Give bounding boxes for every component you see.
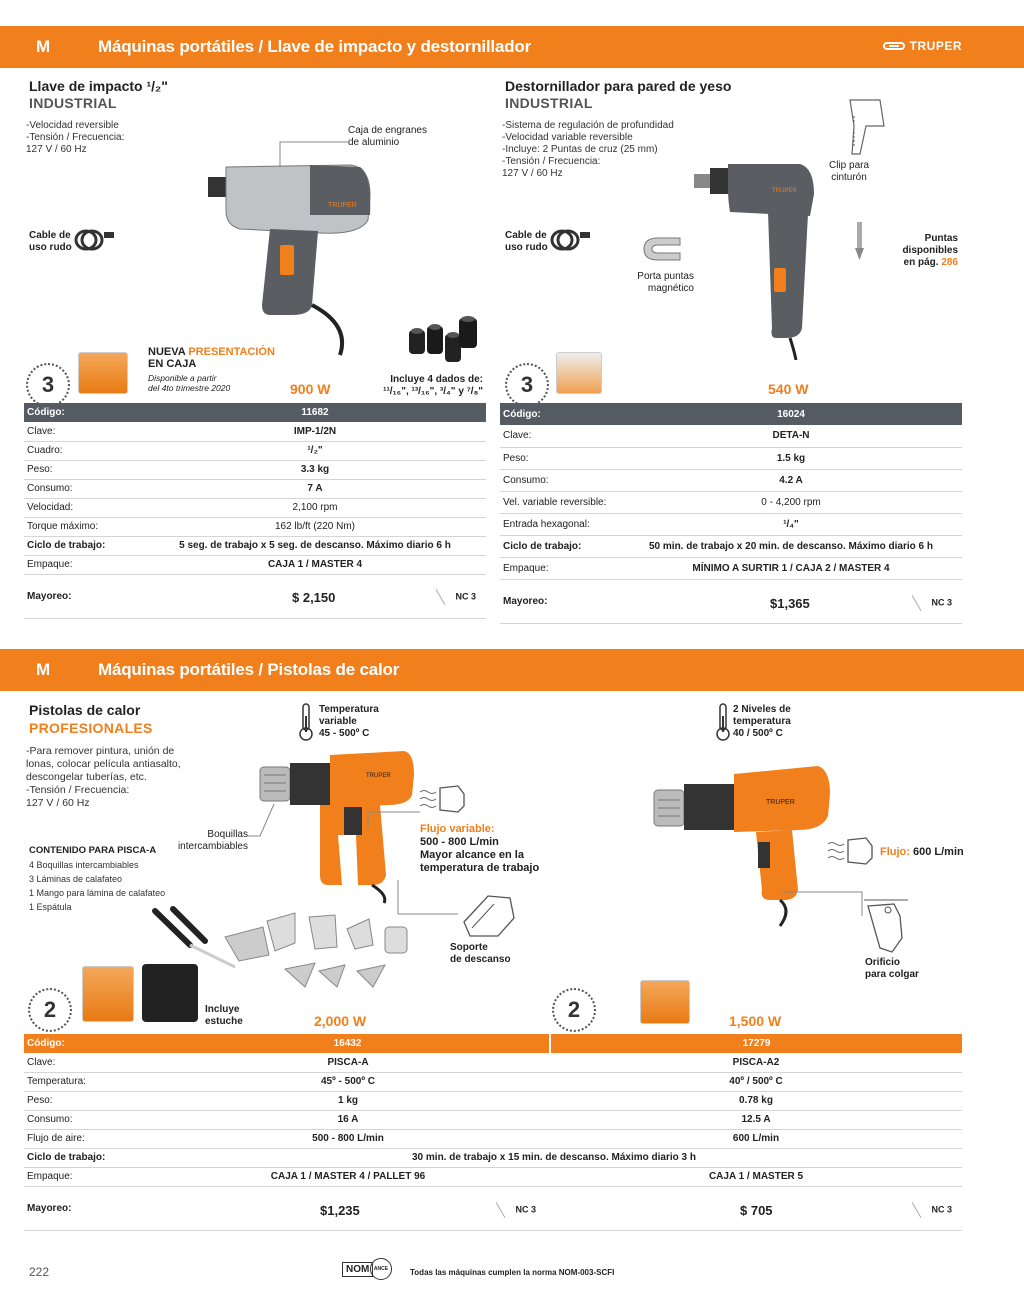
- callout-magnetic-holder: Porta puntas magnético: [637, 271, 694, 294]
- norm-note: Todas las máquinas cumplen la norma NOM-003-SCFI: [410, 1268, 615, 1277]
- table-row: Consumo: 4.2 A: [500, 469, 962, 491]
- impact-watt: 900 W: [290, 381, 331, 397]
- svg-text:TRUPER: TRUPER: [772, 188, 797, 194]
- table-row: Velocidad: 2,100 rpm: [24, 498, 486, 517]
- impact-subtitle: INDUSTRIAL: [29, 95, 117, 111]
- price-row: Mayoreo: $1,365 NC 3: [500, 579, 962, 623]
- contents-list: 4 Boquillas intercambiables 3 Láminas de calafateo 1 Mango para lámina de calafateo 1 Espátula: [29, 860, 166, 912]
- callout-bits: Puntas disponibles en pág. 286: [902, 233, 958, 268]
- section-letter: M: [36, 37, 51, 56]
- section-header-1: [0, 26, 1024, 68]
- cable-icon: [70, 222, 120, 258]
- hang-hole-icon: [862, 898, 912, 956]
- magnet-icon: [640, 232, 690, 266]
- table-row: Empaque: CAJA 1 / MASTER 4 / PALLET 96 CAJA 1 / MASTER 5: [24, 1167, 962, 1186]
- box-package-pisca-a2: [640, 980, 690, 1024]
- callout-flow-b: Flujo: 600 L/min: [880, 846, 964, 858]
- callout-sockets: Incluye 4 dados de: ¹¹/₁₆", ¹³/₁₆", ³/₄" y ⁷/₈": [383, 374, 483, 397]
- new-presentation-note: Disponible a partir del 4to trimestre 2020: [148, 373, 231, 393]
- svg-text:TRUPER: TRUPER: [328, 202, 357, 209]
- svg-text:TRUPER: TRUPER: [766, 799, 795, 806]
- impact-title: Llave de impacto ¹/₂": [29, 78, 168, 94]
- callout-variable-flow: Flujo variable: 500 - 800 L/min Mayor alcance en la temperatura de trabajo: [420, 823, 540, 874]
- table-row: Ciclo de trabajo: 5 seg. de trabajo x 5 seg. de descanso. Máximo diario 6 h: [24, 536, 486, 555]
- section-header-2: [0, 649, 1024, 691]
- heat-b-price: $ 705: [740, 1202, 773, 1218]
- divider-slash: [436, 588, 446, 604]
- table-row: Flujo de aire: 500 - 800 L/min 600 L/min: [24, 1129, 962, 1148]
- new-presentation: NUEVA PRESENTACIÓN EN CAJA: [148, 346, 275, 370]
- table-row: Clave: DETA-N: [500, 425, 962, 447]
- carry-case-image: [142, 964, 198, 1022]
- table-row: Consumo: 7 A: [24, 479, 486, 498]
- page-number: 222: [29, 1265, 50, 1279]
- contents-title: CONTENIDO PARA PISCA-A: [29, 845, 157, 856]
- divider-slash: [496, 1201, 506, 1217]
- callout-cable-drywall: Cable de uso rudo: [505, 230, 548, 253]
- rest-stand-icon: [458, 888, 518, 942]
- table-row: Clave: PISCA-A PISCA-A2: [24, 1053, 962, 1072]
- ance-logo: ANCE: [370, 1258, 392, 1280]
- table-row: Peso: 1.5 kg: [500, 447, 962, 469]
- table-row: Torque máximo: 162 lb/ft (220 Nm): [24, 517, 486, 536]
- drywall-spec-table: [500, 403, 962, 624]
- impact-spec-table: [24, 403, 486, 619]
- truper-logo: TRUPER: [883, 39, 962, 53]
- belt-clip-icon: [840, 96, 890, 158]
- drywall-screwdriver-image: [690, 150, 830, 360]
- impact-features: -Velocidad reversible -Tensión / Frecuencia: 127 V / 60 Hz: [26, 120, 125, 155]
- table-row: Peso: 1 kg 0.78 kg: [24, 1091, 962, 1110]
- table-row: Empaque: MÍNIMO A SURTIR 1 / CAJA 2 / MASTER 4: [500, 557, 962, 579]
- table-row: Ciclo de trabajo: 50 min. de trabajo x 20 min. de descanso. Máximo diario 6 h: [500, 535, 962, 557]
- callout-line: [366, 808, 422, 830]
- guarantee-badge-drywall: 3: [505, 363, 549, 407]
- price-row: Mayoreo: $1,235 NC 3 $ 705 NC 3: [24, 1186, 962, 1230]
- divider-slash: [912, 594, 922, 610]
- guarantee-badge-impact: 3: [26, 363, 70, 407]
- callout-temp-variable: Temperatura variable 45 - 500º C: [319, 704, 379, 739]
- nom-logo: NOM: [342, 1262, 373, 1277]
- table-row: Temperatura: 45º - 500º C 40º / 500º C: [24, 1072, 962, 1091]
- box-package-pisca-a: [82, 966, 134, 1022]
- section-letter: M: [36, 660, 51, 679]
- drywall-subtitle: INDUSTRIAL: [505, 95, 593, 111]
- drywall-watt: 540 W: [768, 381, 809, 397]
- price-row: Mayoreo: $ 2,150 NC 3: [24, 574, 486, 618]
- table-header-row: Código: 16024: [500, 403, 962, 425]
- callout-line: [246, 800, 276, 840]
- sockets-image: [405, 316, 485, 368]
- table-row: Peso: 3.3 kg: [24, 460, 486, 479]
- callout-cable-impact: Cable de uso rudo: [29, 230, 72, 253]
- callout-line: [780, 890, 864, 920]
- heat-spec-table: [24, 1034, 962, 1231]
- box-package-drywall: [556, 352, 602, 394]
- callout-nozzles: Boquillas intercambiables: [177, 829, 248, 852]
- section-title: Máquinas portátiles / Pistolas de calor: [98, 660, 400, 679]
- box-package-impact: [78, 352, 128, 394]
- table-row: Clave: IMP-1/2N: [24, 422, 486, 441]
- heat-title: Pistolas de calor: [29, 702, 141, 718]
- callout-gear-case: Caja de engranes de aluminio: [348, 125, 427, 148]
- impact-price: $ 2,150: [292, 589, 336, 605]
- table-row: Empaque: CAJA 1 / MASTER 4: [24, 555, 486, 574]
- thermometer-icon: [714, 702, 732, 742]
- heat-features: -Para remover pintura, unión de lonas, colocar película antiasalto, descongelar tuberías, etc. -Tensión / Frecuencia: 127 V / 60 Hz: [26, 745, 181, 809]
- table-header-row: Código: 11682: [24, 403, 486, 422]
- heat-b-watt: 1,500 W: [729, 1013, 782, 1029]
- bit-icon: [852, 222, 868, 262]
- table-row: Entrada hexagonal: ¹/₄": [500, 513, 962, 535]
- heat-a-price: $1,235: [320, 1202, 360, 1218]
- heat-a-watt: 2,000 W: [314, 1013, 367, 1029]
- table-row: Consumo: 16 A 12.5 A: [24, 1110, 962, 1129]
- heat-subtitle: PROFESIONALES: [29, 720, 153, 736]
- table-row: Ciclo de trabajo: 30 min. de trabajo x 15 min. de descanso. Máximo diario 3 h: [24, 1148, 962, 1167]
- airflow-icon: [418, 782, 468, 816]
- callout-rest-stand: Soporte de descanso: [450, 942, 511, 965]
- impact-wrench-image: [200, 155, 380, 365]
- callout-temp-two-levels: 2 Niveles de temperatura 40 / 500º C: [733, 704, 791, 739]
- divider-slash: [912, 1201, 922, 1217]
- table-row: Vel. variable reversible: 0 - 4,200 rpm: [500, 491, 962, 513]
- callout-hang-hole: Orificio para colgar: [865, 957, 919, 980]
- callout-case: Incluye estuche: [205, 1004, 243, 1027]
- guarantee-badge-heat-a: 2: [28, 988, 72, 1032]
- drywall-features: -Sistema de regulación de profundidad -Velocidad variable reversible -Incluye: 2 Puntas de cruz (25 mm) -Tensión / Frecuencia: 127 V / 60 Hz: [502, 120, 674, 179]
- guarantee-badge-heat-b: 2: [552, 988, 596, 1032]
- truper-logo-icon: [883, 42, 905, 50]
- airflow-icon: [826, 834, 878, 868]
- table-header-row: Código: 16432 17279: [24, 1034, 962, 1053]
- callout-belt-clip: Clip para cinturón: [829, 160, 870, 183]
- section-title: Máquinas portátiles / Llave de impacto y destornillador: [98, 37, 531, 56]
- table-row: Cuadro: ¹/₂": [24, 441, 486, 460]
- drywall-title: Destornillador para pared de yeso: [505, 78, 732, 94]
- svg-text:TRUPER: TRUPER: [366, 773, 391, 779]
- drywall-price: $1,365: [770, 595, 810, 611]
- cable-icon: [546, 222, 596, 258]
- thermometer-icon: [297, 702, 315, 742]
